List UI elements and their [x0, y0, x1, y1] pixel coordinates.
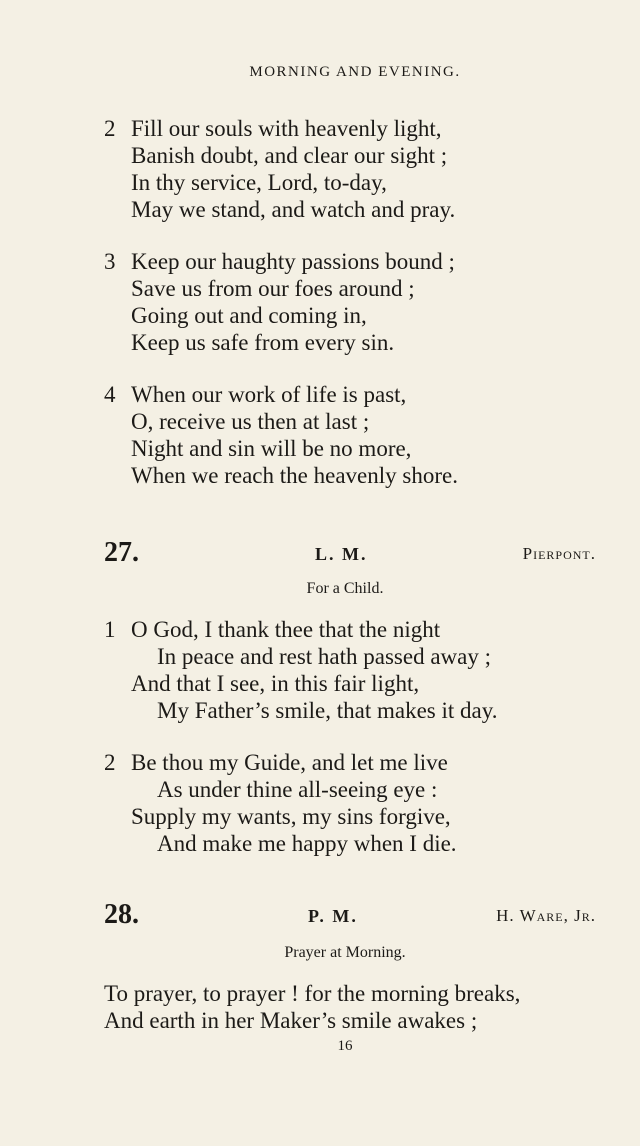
verse-line: Keep our haughty passions bound ; — [131, 249, 455, 274]
verse-line: In peace and rest hath passed away ; — [157, 644, 491, 669]
verse-line: Banish doubt, and clear our sight ; — [131, 143, 448, 168]
verse-line: Night and sin will be no more, — [131, 436, 412, 461]
verse-line: Supply my wants, my sins forgive, — [131, 804, 451, 829]
page-number: 16 — [337, 1038, 353, 1054]
stanza-number: 1 — [104, 617, 116, 642]
verse-line: Keep us safe from every sin. — [131, 330, 395, 355]
verse-line: Be thou my Guide, and let me live — [131, 750, 448, 775]
verse-line: May we stand, and watch and pray. — [131, 197, 456, 222]
verse-line: And make me happy when I die. — [157, 831, 457, 856]
verse-line: As under thine all-seeing eye : — [157, 777, 438, 802]
hymn-number: 28. — [104, 899, 139, 930]
hymn-meter: P. M. — [308, 906, 358, 926]
stanza-number: 4 — [104, 382, 116, 407]
verse-line: O, receive us then at last ; — [131, 409, 370, 434]
verse-line: When we reach the heavenly shore. — [131, 463, 458, 488]
verse-line: And that I see, in this fair light, — [131, 671, 420, 696]
verse-line: My Father’s smile, that makes it day. — [157, 698, 498, 723]
stanza-number: 2 — [104, 750, 116, 775]
verse-line: When our work of life is past, — [131, 382, 407, 407]
hymn-number: 27. — [104, 537, 139, 568]
hymn-28-header — [0, 900, 640, 934]
verse-line: And earth in her Maker’s smile awakes ; — [104, 1008, 478, 1033]
running-head: MORNING AND EVENING. — [249, 64, 461, 80]
hymn-meter: L. M. — [315, 544, 368, 564]
verse-line: Fill our souls with heavenly light, — [131, 116, 442, 141]
stanza-number: 3 — [104, 249, 116, 274]
hymn-28-subtitle: Prayer at Morning. — [284, 944, 406, 961]
verse-line: O God, I thank thee that the night — [131, 617, 441, 642]
stanza-number: 2 — [104, 116, 116, 141]
verse-line: In thy service, Lord, to-day, — [131, 170, 387, 195]
hymn-27-subtitle: For a Child. — [306, 580, 384, 597]
hymn-author: H. Ware, Jr. — [496, 906, 596, 925]
verse-line: To prayer, to prayer ! for the morning breaks, — [104, 981, 521, 1006]
hymn-author: Pierpont. — [522, 544, 596, 563]
hymn-27-header — [0, 538, 640, 572]
verse-line: Going out and coming in, — [131, 303, 367, 328]
verse-line: Save us from our foes around ; — [131, 276, 415, 301]
